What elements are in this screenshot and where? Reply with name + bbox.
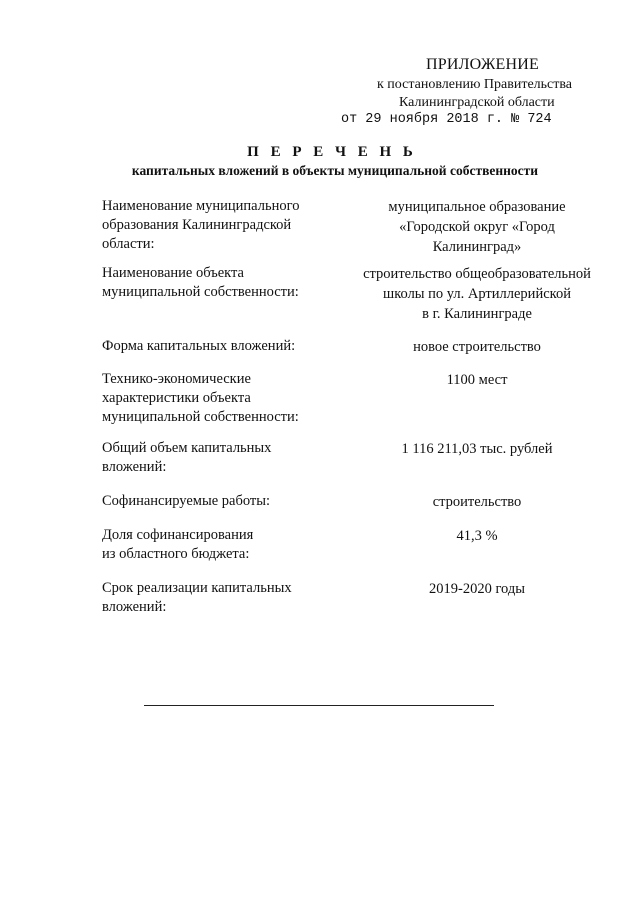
field-label: Срок реализации капитальных вложений: — [102, 580, 292, 615]
closing-rule-divider — [144, 705, 494, 706]
field-value: 1100 мест — [446, 372, 508, 388]
field-label: Форма капитальных вложений: — [102, 338, 296, 354]
appendix-date-number-line: от 29 ноября 2018 г. № 724 — [341, 112, 552, 127]
field-value: 2019-2020 годы — [429, 581, 525, 597]
field-label: Доля софинансирования из областного бюджета: — [102, 527, 254, 562]
field-value: строительство — [432, 494, 522, 510]
appendix-title: ПРИЛОЖЕНИЕ — [426, 56, 540, 73]
field-label: Софинансируемые работы: — [102, 493, 270, 509]
field-value: 1 116 211,03 тыс. рублей — [401, 441, 553, 457]
field-label: Технико-экономические характеристики объекта муниципальной собственности: — [102, 371, 299, 425]
field-value: строительство общеобразовательной школы по ул. Артиллерийской в г. Калининграде — [363, 266, 591, 322]
document-title: П Е Р Е Ч Е Н Ь — [247, 144, 417, 160]
field-value: 41,3 % — [456, 528, 498, 544]
appendix-resolution-line: к постановлению Правительства — [377, 77, 573, 92]
document-subtitle: капитальных вложений в объекты муниципальной собственности — [131, 163, 539, 178]
field-label: Наименование объекта муниципальной собственности: — [102, 265, 299, 300]
field-label: Наименование муниципального образования Калининградской области: — [102, 198, 300, 252]
appendix-region-line: Калининградской области — [399, 95, 555, 110]
field-value: новое строительство — [413, 339, 541, 355]
field-value: муниципальное образование «Городской округ «Город Калининград» — [388, 199, 566, 255]
field-label: Общий объем капитальных вложений: — [102, 440, 272, 475]
